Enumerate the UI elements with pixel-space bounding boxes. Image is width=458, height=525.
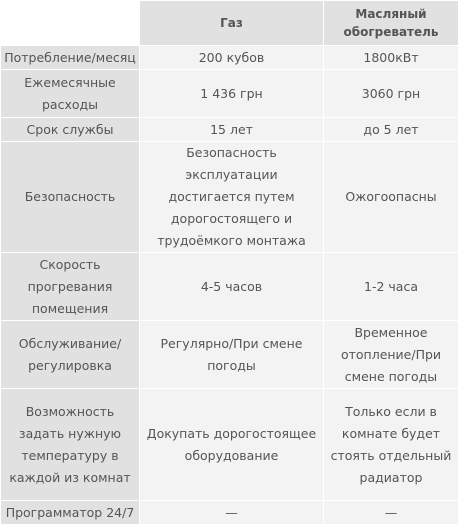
row-label: Безопасность: [1, 142, 140, 253]
header-corner-cell: [1, 1, 140, 46]
table-row: [1, 142, 458, 253]
gas-value: 4-5 часов: [140, 253, 324, 321]
header-oil-heater: Масляный обогреватель: [324, 1, 458, 46]
table-row: [1, 46, 458, 70]
table-row: [1, 70, 458, 118]
oil-heater-value: Только если в комнате будет стоять отдельный радиатор: [324, 389, 458, 501]
table-row: [1, 321, 458, 389]
gas-value: Безопасность эксплуатации достигается путем дорогостоящего и трудоёмкого монтажа: [140, 142, 324, 253]
row-label: Обслуживание/ регулировка: [1, 321, 140, 389]
row-label: Ежемесячные расходы: [1, 70, 140, 118]
row-label: Потребление/месяц: [1, 46, 140, 70]
row-label: Программатор 24/7: [1, 501, 140, 525]
oil-heater-value: Временное отопление/При смене погоды: [324, 321, 458, 389]
oil-heater-value: Ожогоопасны: [324, 142, 458, 253]
gas-value: Регулярно/При смене погоды: [140, 321, 324, 389]
oil-heater-value: 1-2 часа: [324, 253, 458, 321]
table-row: [1, 118, 458, 142]
gas-value: Докупать дорогостоящее оборудование: [140, 389, 324, 501]
gas-value: 200 кубов: [140, 46, 324, 70]
gas-value: 15 лет: [140, 118, 324, 142]
table-header-row: [1, 1, 458, 46]
row-label: Скорость прогревания помещения: [1, 253, 140, 321]
table-row: [1, 253, 458, 321]
row-label: Срок службы: [1, 118, 140, 142]
row-label: Возможность задать нужную температуру в каждой из комнат: [1, 389, 140, 501]
gas-value: —: [140, 501, 324, 525]
oil-heater-value: до 5 лет: [324, 118, 458, 142]
oil-heater-value: —: [324, 501, 458, 525]
gas-value: 1 436 грн: [140, 70, 324, 118]
oil-heater-value: 3060 грн: [324, 70, 458, 118]
oil-heater-value: 1800кВт: [324, 46, 458, 70]
table-row: [1, 389, 458, 501]
table-row: [1, 501, 458, 525]
header-gas: Газ: [140, 1, 324, 46]
